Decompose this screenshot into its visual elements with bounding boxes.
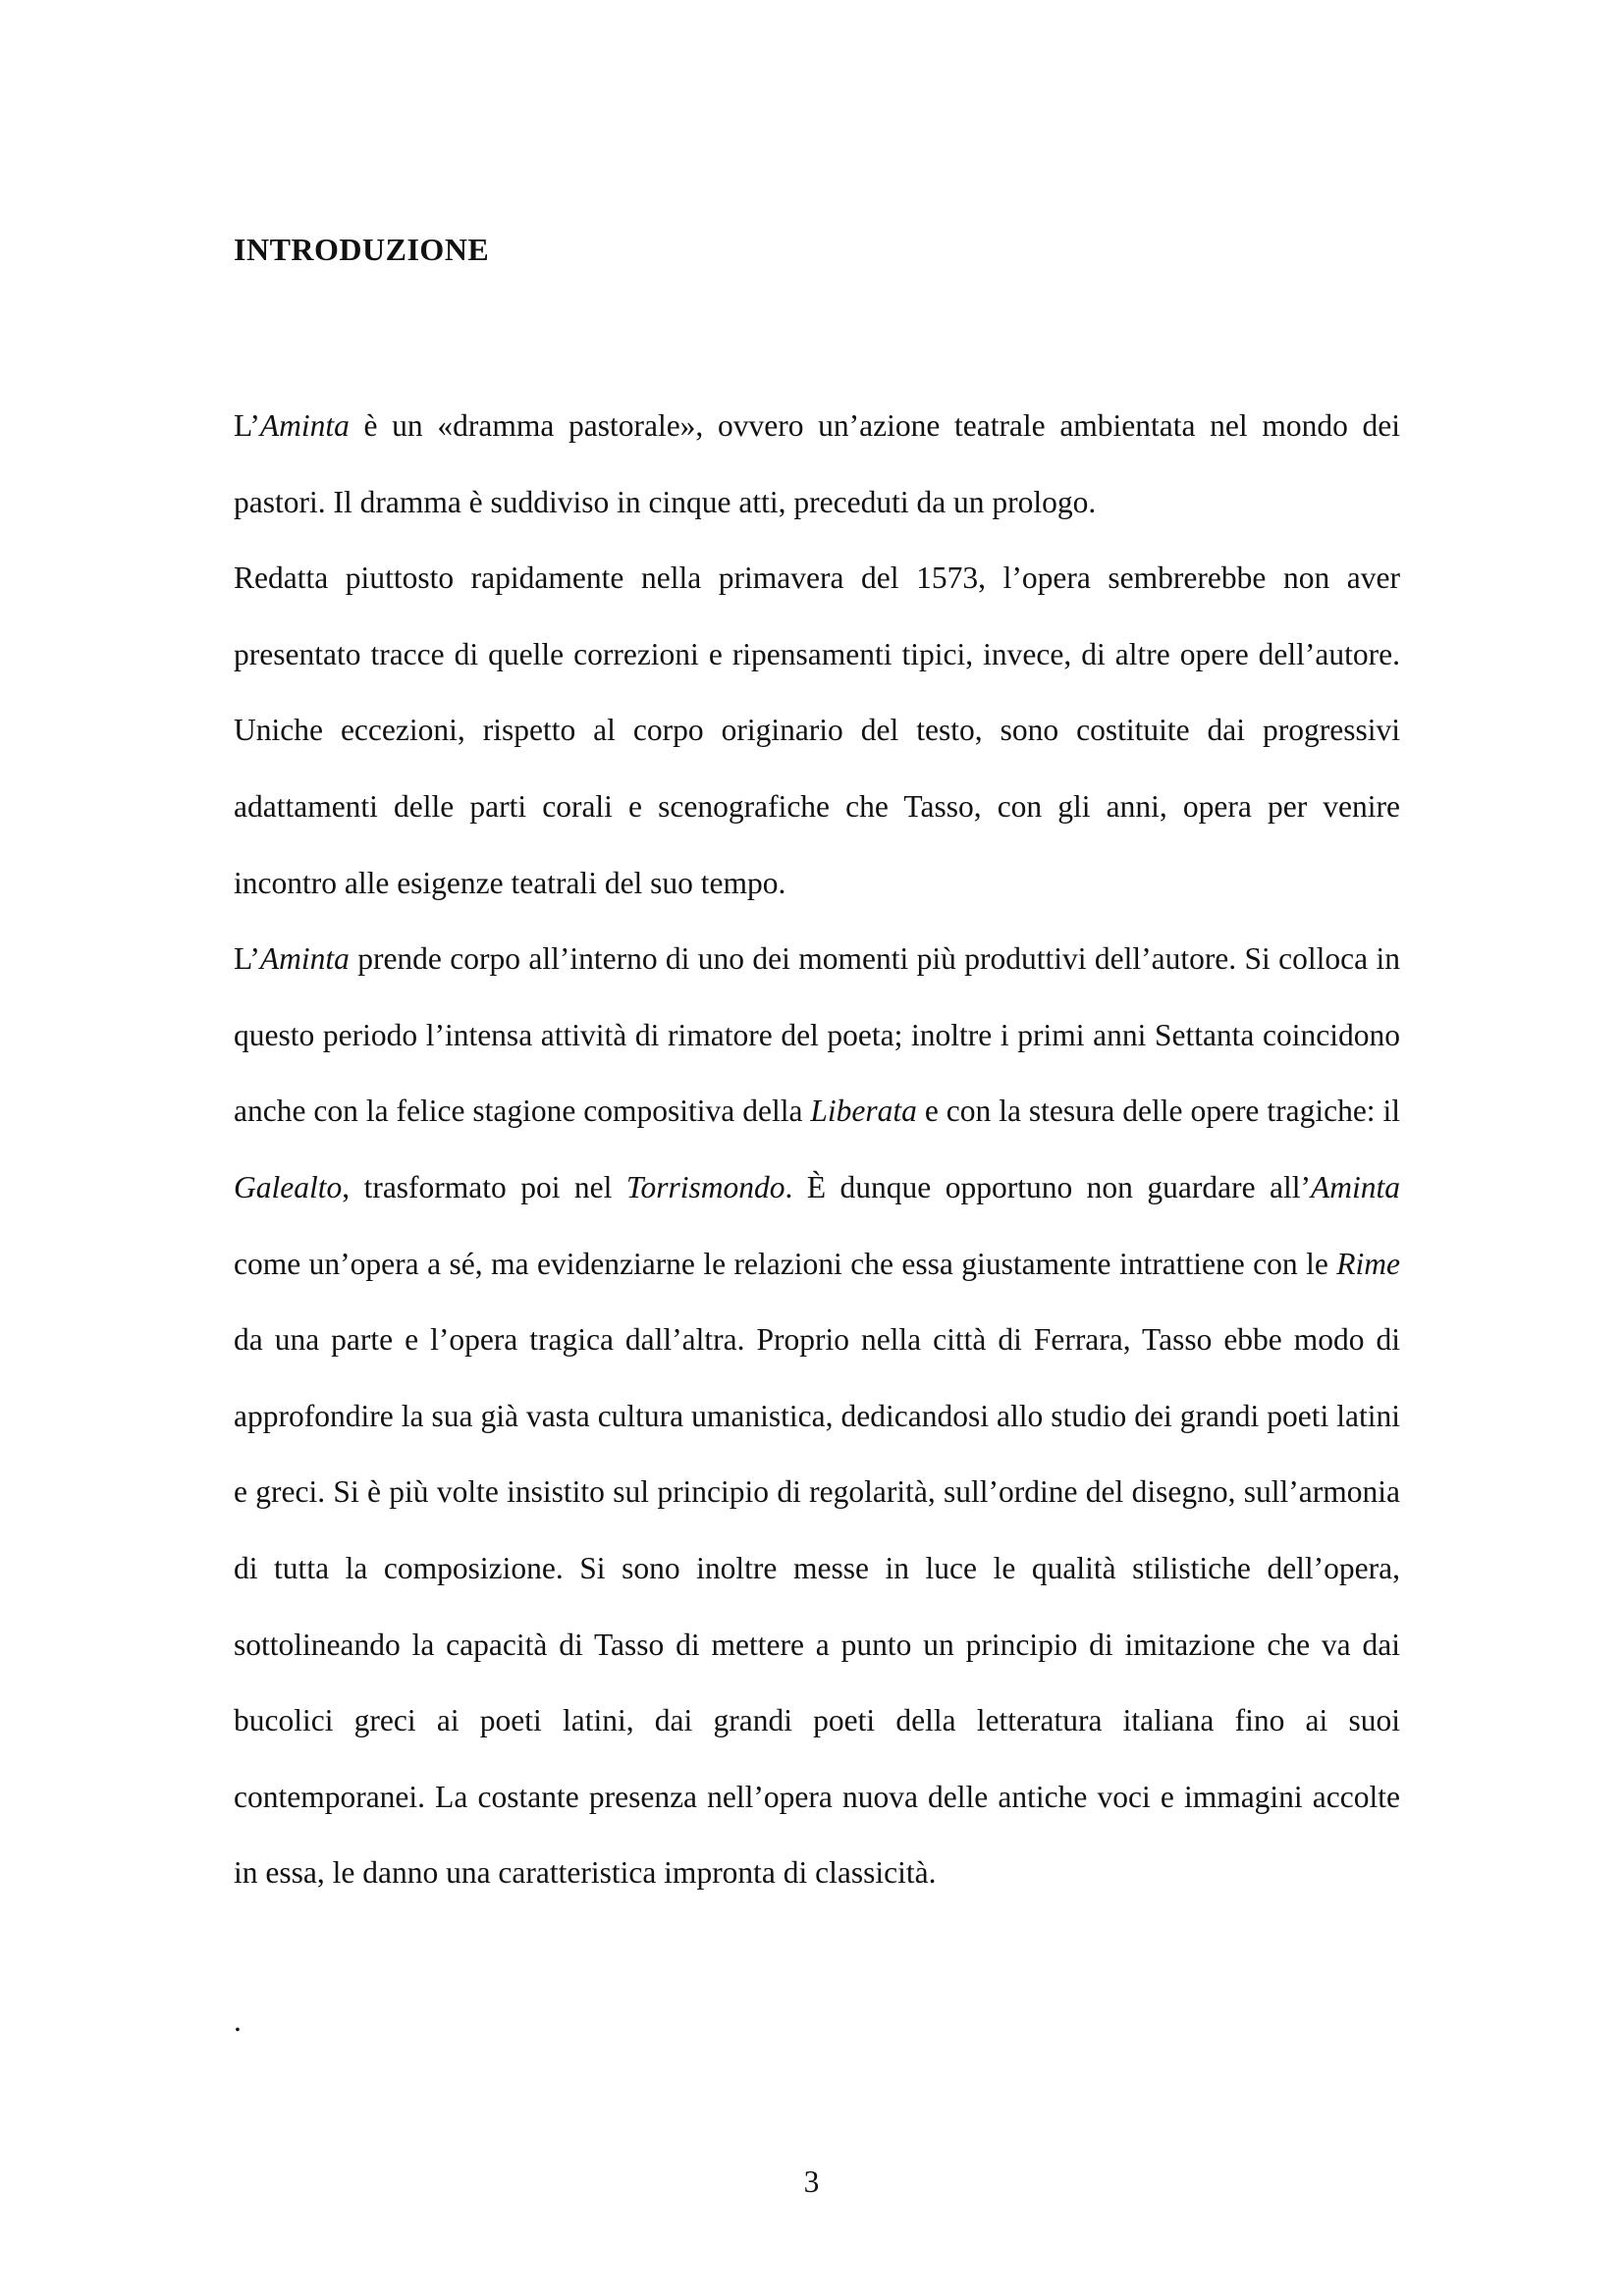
- paragraph-2: [234, 540, 1400, 921]
- text-segment: , trasformato poi nel: [342, 1169, 626, 1204]
- trailing-mark: .: [234, 2003, 242, 2038]
- italic-title: Aminta: [259, 408, 350, 443]
- text-segment: Redatta piuttosto rapidamente nella primavera del 1573, l’opera sembrerebbe non aver presentato tracce di quelle correzioni e ripensamenti tipici, invece, di altre opere dell’autore. Uniche eccezioni, rispetto al corpo originario del testo, sono costituite dai progressivi adattamenti delle parti corali e scenografiche che Tasso, con gli anni, opera per venire incontro alle esigenze teatrali del suo tempo.: [234, 561, 1400, 900]
- section-heading: INTRODUZIONE: [234, 232, 490, 267]
- text-segment: . È dunque opportuno non guardare all’: [784, 1169, 1311, 1204]
- italic-title: Rime: [1336, 1246, 1400, 1281]
- text-segment: come un’opera a sé, ma evidenziarne le relazioni che essa giustamente intrattiene con le: [234, 1246, 1337, 1281]
- page-number: 3: [803, 2164, 820, 2199]
- italic-title: Aminta: [259, 941, 350, 977]
- body-text: [234, 388, 1400, 1911]
- text-segment: da una parte e l’opera tragica dall’altra. Proprio nella città di Ferrara, Tasso ebbe modo di approfondire la sua già vasta cultura umanistica, dedicandosi allo studio dei grandi poeti latini e greci. Si è più volte insistito sul principio di regolarità, sull’ordine del disegno, sull’armonia di tutta la composizione. Si sono inoltre messe in luce le qualità stilistiche dell’opera, sottolineando la capacità di Tasso di mettere a punto un principio di imitazione che va dai bucolici greci ai poeti latini, dai grandi poeti della letteratura italiana fino ai suoi contemporanei. La costante presenza nell’opera nuova delle antiche voci e immagini accolte in essa, le danno una caratteristica impronta di classicità.: [234, 1322, 1400, 1891]
- text-segment: e con la stesura delle opere tragiche: il: [916, 1094, 1400, 1129]
- text-segment: è un «dramma pastorale», ovvero un’azione teatrale ambientata nel mondo dei pastori. Il dramma è suddiviso in cinque atti, preceduti da un prologo.: [234, 408, 1400, 519]
- italic-title: Galealto: [234, 1169, 343, 1204]
- italic-title: Torrismondo: [625, 1169, 785, 1204]
- paragraph-1: [234, 388, 1400, 540]
- text-segment: L’: [234, 408, 260, 443]
- italic-title: Liberata: [810, 1094, 917, 1129]
- italic-title: Aminta: [1311, 1169, 1400, 1204]
- text-segment: prende corpo all’interno di uno dei momenti più produttivi dell’autore. Si colloca in questo periodo l’intensa attività di rimatore del poeta; inoltre i primi anni Settanta coincidono anche con la felice stagione compositiva della: [234, 941, 1400, 1129]
- paragraph-3: [234, 921, 1400, 1911]
- text-segment: L’: [234, 941, 260, 977]
